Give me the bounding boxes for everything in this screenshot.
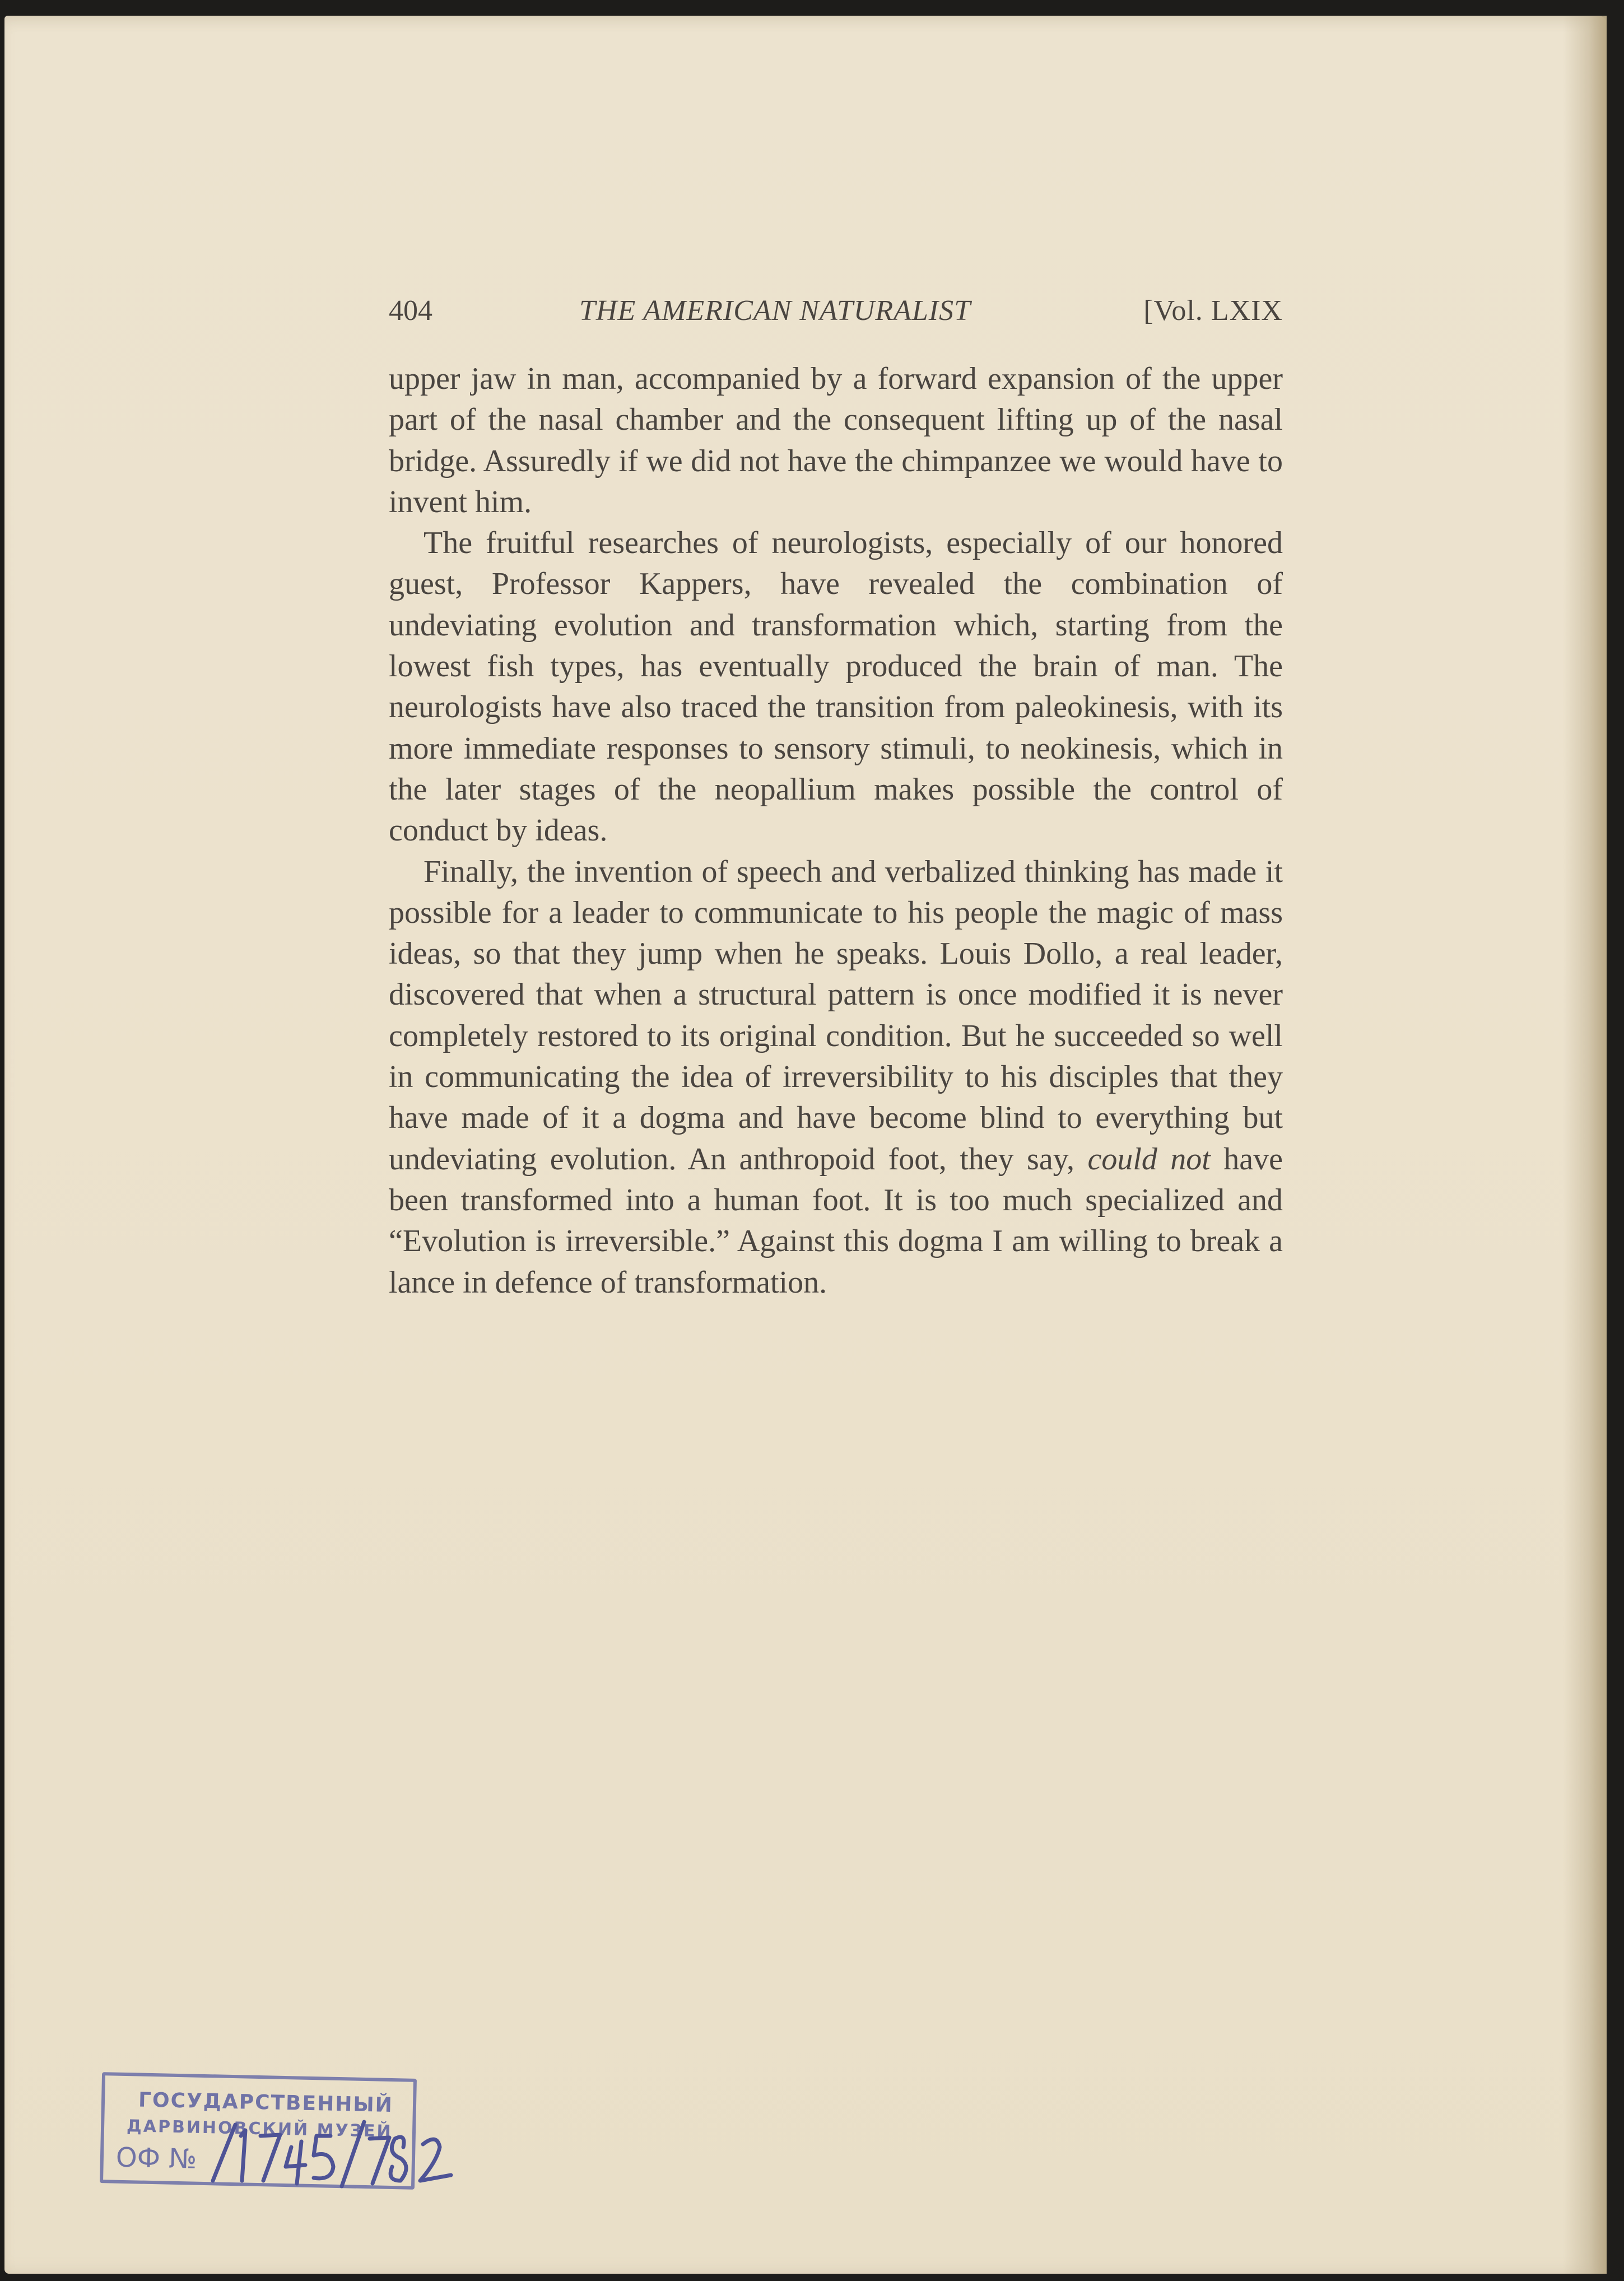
journal-title: THE AMERICAN NATURALIST (579, 295, 971, 327)
italic-emphasis: could not (1087, 1141, 1211, 1177)
stamp-line-1: ГОСУДАРСТВЕННЫЙ (138, 2088, 394, 2117)
paragraph-3 (389, 852, 1283, 1303)
paper-edge-shadow (1563, 16, 1607, 2274)
volume-label: [Vol. LXIX (1143, 295, 1283, 327)
page-number: 404 (389, 295, 432, 327)
paragraph-3-text-b: have been transformed into a human foot. It is too much specialized and “Evolution is irreversible.” Against this dogma I am willing to break a lance in defence of transformation. (389, 1141, 1283, 1300)
paragraph-2: The fruitful researches of neurologists, especially of our honored guest, Professor Kappers, have revealed the combination of undeviating evolution and transformation which, starting from the lowest fish types, has eventually produced the brain of man. The neurologists have also traced the transition from paleokinesis, with its more immediate responses to sensory stimuli, to neokinesis, which in the later stages of the neopallium makes possible the control of conduct by ideas. (389, 526, 1283, 848)
handwritten-inventory-number (202, 2113, 459, 2198)
running-header (389, 294, 1283, 339)
stamp-line-2: ДАРВИНОВСКИЙ МУЗЕЙ (126, 2116, 393, 2142)
stamp-line-3: ОФ № (115, 2141, 197, 2175)
article-body (389, 359, 1283, 1303)
paragraph-1: upper jaw in man, accompanied by a forward expansion of the upper part of the nasal chamber and the consequent lifting up of the nasal bridge. Assuredly if we did not have the chimpanzee we would have to invent him. (389, 361, 1283, 519)
paragraph-3-text-a: Finally, the invention of speech and verbalized thinking has made it possible for a leader to communicate to his people the magic of mass ideas, so that they jump when he speaks. Louis Dollo, a real leader, discovered that when a structural pattern is once modified it is never completely restored to its original condition. But he succeeded so well in communicating the idea of irreversibility to his disciples that they have made of it a dogma and have become blind to everything but undeviating evolution. An anthropoid foot, they say, (389, 854, 1283, 1177)
